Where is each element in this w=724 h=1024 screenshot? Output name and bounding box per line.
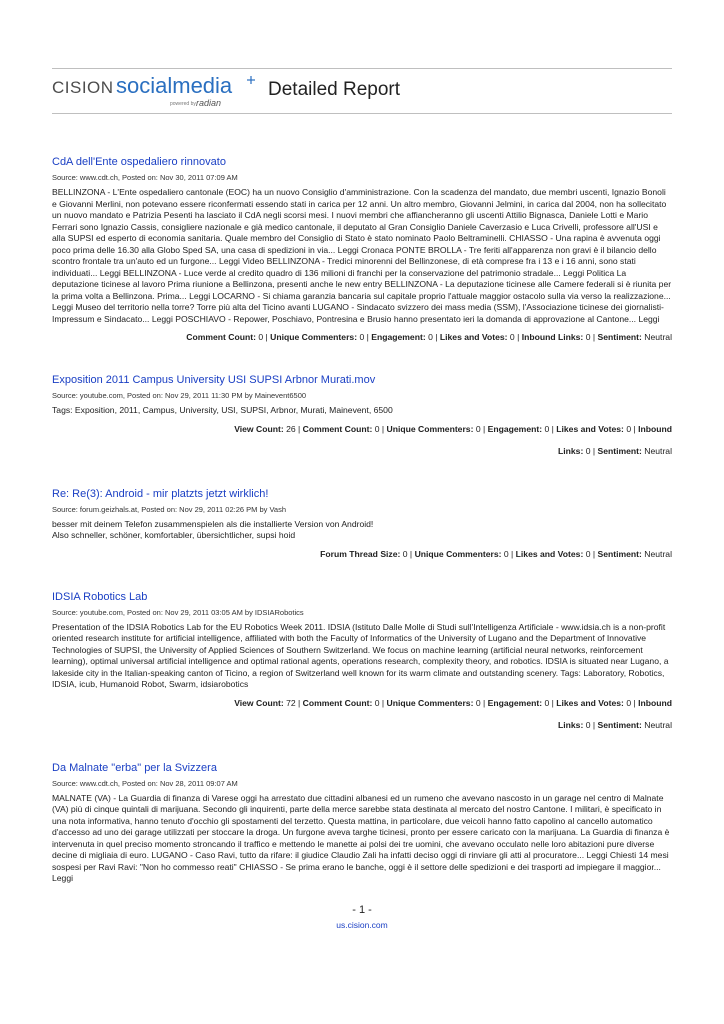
metric-label: Unique Commenters: — [386, 697, 474, 708]
metric-label: Comment Count: — [186, 332, 256, 342]
metric-label: Unique Commenters: — [386, 423, 474, 434]
site-link[interactable]: us.cision.com — [336, 920, 388, 930]
article — [52, 373, 672, 461]
metric-value: 0 — [374, 697, 380, 708]
metric-value: 0 — [428, 332, 433, 342]
article-body — [52, 519, 672, 542]
article-metrics: View Count: 72 | Comment Count: 0 | Unique Commenters: 0 | Engagement: 0 | Likes and Votes: 0 | Inbound — [234, 697, 672, 708]
metric-label: View Count: — [234, 423, 284, 434]
metric-value: Neutral — [644, 719, 672, 730]
metric-label: View Count: — [234, 697, 284, 708]
metric-label: Likes and Votes: — [556, 697, 624, 708]
logo-powered-text: powered by — [170, 101, 196, 107]
metric-label: Forum Thread Size: — [320, 548, 401, 559]
article-metrics: Links: 0 | Sentiment: Neutral — [558, 445, 672, 456]
article-body-line: Also schneller, schöner, komfortabler, übersichtlicher, supsi hoid — [52, 530, 296, 540]
metric-value: 0 — [544, 423, 550, 434]
metric-value: 0 — [258, 332, 264, 342]
metric-label: Likes and Votes: — [439, 332, 508, 342]
metric-value: 0 — [544, 697, 550, 708]
metric-value: 0 — [509, 332, 515, 342]
metric-value: Neutral — [644, 332, 672, 342]
metric-label: Unique Commenters: — [270, 332, 358, 342]
article-body-line: besser mit deinem Telefon zusammenspielen als die installierte Version von Android! — [52, 518, 374, 529]
article — [52, 155, 672, 347]
article-source: Source: youtube.com, Posted on: Nov 29, 2011 03:05 AM by IDSIARobotics — [52, 607, 304, 617]
metric-value: 0 — [626, 697, 632, 708]
metric-label: Unique Commenters: — [414, 548, 502, 559]
article-title-link[interactable]: Exposition 2011 Campus University USI SUPSI Arbnor Murati.mov — [52, 374, 376, 386]
article-list — [52, 155, 672, 911]
article-body: MALNATE (VA) - La Guardia di finanza di Varese oggi ha arrestato due cittadini albanesi ed un rumeno che avevano nascosto in un garage nel centro di Malnate (VA) più di cinque quintali di marijuana. Secondo gli inquirenti, parte della merce sarebbe stata destinata al mercato del nostro Cantone. I militari, è specificato in una nota informativa, hanno tenuto d'occhio gli spostamenti del terzetto. Questa mattina, in particolare, due veicoli hanno fatto capolino al cancello automatico d'accesso ad uno dei garage utilizzati per stoccare la droga. Un furgone aveva targhe ticinesi, pronto per essere caricato con la marijuana. La Guardia di finanza è intervenuta in quel preciso momento stroncando il traffico e mettendo le manette ai polsi dei tre uomini, che avevano occulato nelle loro abitazioni pure diverse decine di migliaia di euro. LUGANO - Caso Ravi, tutto da rifare: il giudice Claudio Zali ha infatti deciso oggi di rinviare gli atti al procuratore... Leggi Chiesti 14 mesi sospesi per Ravi Ravi: "Non ho commesso reati" CHIASSO - Se prima erano le banche, oggi è il settore delle spedizioni e dei trasporti ad impiegare il maggior... Leggi — [52, 792, 670, 883]
metric-label: Engagement: — [487, 697, 543, 708]
cision-socialmedia-logo — [52, 73, 257, 109]
metric-label: Engagement: — [487, 423, 543, 434]
logo-sparkle-icon — [247, 76, 255, 84]
article-metrics: Forum Thread Size: 0 | Unique Commenters: 0 | Likes and Votes: 0 | Sentiment: Neutral — [320, 548, 672, 559]
metric-value: 0 — [585, 548, 591, 559]
report-header — [52, 68, 672, 114]
report-title: Detailed Report — [268, 79, 401, 100]
article-body: BELLINZONA - L'Ente ospedaliero cantonale (EOC) ha un nuovo Consiglio d'amministrazione. Con la scadenza del mandato, due membri uscenti, Ignazio Bonoli e Giovanni Merlini, non potevano essere riconfermati essendo stati in carica per 12 anni. Un altro membro, Giovanni Jelmini, in carica dal 2004, non ha sollecitato un nuovo mandato e Patrizia Pesenti ha lasciato il CdA negli scorsi mesi. I nuovi membri che affiancheranno gli uscenti Attilio Bignasca, Daniele Lotti e Mario Ferrari sono Ignazio Cassis, consigliere nazionale e già medico cantonale, il deputato al Gran Consiglio Daniele Caverzasio e Luca Crivelli, professore all'USI e alla SUPSI ed esperto di economia sanitaria. Quale membro del Consiglio di Stato è stato nominato Paolo Beltraminelli. CHIASSO - Una rapina è avvenuta oggi poco prima delle 16.30 alla Globo Sped SA, una casa di spedizioni in via... Leggi Cronaca PONTE BROLLA - Tre feriti all'apparenza non gravi è il bilancio dello scontro frontale tra un'auto ed un furgone... Leggi Video BELLINZONA - Tredici minorenni del Bellinzonese, di età comprese fra i 13 e i 16 anni, sono stati individuati... Leggi BELLINZONA - Luce verde al credito quadro di 136 milioni di franchi per la conservazione del patrimonio stradale... Leggi Politica La deputazione ticinese al lavoro Prima riunione a Bellinzona, presenti anche le new entry BELLINZONA - La deputazione ticinese alle Camere federali si è riunita per la prima volta a Bellinzona. Prima... Leggi LOCARNO - Si chiama garanzia bancaria sul capitale proprio l'attuale maggior ostacolo sulla via verso la realizzazione... Leggi Museo del territorio nella torre? Torre più alta del Ticino avanti LUGANO - Sindacato svizzero dei mass media (SSM), l'Associazione ticinese dei giornalisti-Impressum e Sindacato... Leggi POSCHIAVO - Repower, Poschiavo, Pontresina e Brusio hanno presentato ieri la domanda di approvazione al Cantone... Leggi — [52, 187, 672, 324]
metric-value: 0 — [503, 548, 509, 559]
article-metrics: Comment Count: 0 | Unique Commenters: 0 | Engagement: 0 | Likes and Votes: 0 | Inbound Links: 0 | Sentiment: Neutral — [186, 332, 672, 342]
article-metrics: View Count: 26 | Comment Count: 0 | Unique Commenters: 0 | Engagement: 0 | Likes and Votes: 0 | Inbound — [234, 423, 672, 434]
metric-value: 0 — [359, 332, 365, 342]
metric-label: Sentiment: — [597, 719, 642, 730]
metric-value: 26 — [286, 423, 296, 434]
page-footer — [0, 904, 724, 930]
metric-label: Links: — [558, 719, 584, 730]
article-title-link[interactable]: Re: Re(3): Android - mir platzts jetzt wirklich! — [52, 487, 269, 500]
article — [52, 590, 672, 735]
metric-value: 0 — [626, 423, 632, 434]
article-source: Source: forum.geizhals.at, Posted on: Nov 29, 2011 02:26 PM by Vash — [52, 504, 287, 514]
metric-label: Comment Count: — [302, 423, 373, 434]
metric-label: Links: — [558, 445, 584, 456]
metric-label: Sentiment: — [597, 548, 642, 559]
metric-value: 0 — [475, 697, 481, 708]
metric-label: Engagement: — [371, 332, 426, 342]
article — [52, 761, 672, 885]
page-number: - 1 - — [352, 904, 372, 916]
metric-value: 0 — [585, 445, 591, 456]
metric-value: 0 — [585, 332, 591, 342]
article-body: Presentation of the IDSIA Robotics Lab for the EU Robotics Week 2011. IDSIA (Istituto Dalle Molle di Studi sull'Intelligenza Artificiale - www.idsia.ch is a non-profit oriented research institute for artificial intelligence, affiliated with both the Faculty of Informatics of the University of Lugano and the Department of Innovative Technologies of SUPSI, the University of Applied Sciences of Southern Switzerland. We focus on machine learning (artificial neural networks, reinforcement learning), optimal universal artificial intelligence and optimal rational agents, operations research, complexity theory, and robotics. IDSIA is situated near Lugano, a lakeside city in the Italian-speaking canton of Ticino, a region of Switzerland well known for its warm climate and outstanding scenery. Tags: Laboratory, Robotics, IDSIA, icub, Humanoid Robot, Swarm, idsiarobotics — [52, 621, 669, 689]
metric-value: 0 — [402, 548, 408, 559]
logo-cision-text: CISION — [52, 78, 114, 97]
metric-value: 72 — [286, 697, 296, 708]
logo-socialmedia-text: socialmedia — [116, 73, 233, 98]
metric-label: Inbound — [638, 697, 672, 708]
article-source: Source: www.cdt.ch, Posted on: Nov 30, 2011 07:09 AM — [52, 173, 238, 182]
metric-value: 0 — [475, 423, 481, 434]
article-source: Source: www.cdt.ch, Posted on: Nov 28, 2011 09:07 AM — [52, 778, 238, 788]
metric-label: Sentiment: — [597, 445, 642, 456]
metric-label: Likes and Votes: — [515, 548, 584, 559]
article-source: Source: youtube.com, Posted on: Nov 29, 2011 11:30 PM by Mainevent6500 — [52, 391, 307, 400]
metric-value: Neutral — [644, 548, 672, 559]
article-body: Tags: Exposition, 2011, Campus, University, USI, SUPSI, Arbnor, Murati, Mainevent, 6500 — [52, 405, 393, 415]
article-title-link[interactable]: IDSIA Robotics Lab — [52, 590, 148, 603]
logo-radian-text: radian — [196, 98, 222, 108]
metric-value: 0 — [374, 423, 380, 434]
metric-label: Inbound Links: — [521, 332, 584, 342]
metric-label: Sentiment: — [597, 332, 642, 342]
article-title-link[interactable]: CdA dell'Ente ospedaliero rinnovato — [52, 156, 226, 168]
article-title-link[interactable]: Da Malnate "erba" per la Svizzera — [52, 761, 217, 774]
metric-label: Comment Count: — [302, 697, 373, 708]
metric-label: Likes and Votes: — [556, 423, 624, 434]
metric-value: 0 — [585, 719, 591, 730]
article-metrics: Links: 0 | Sentiment: Neutral — [558, 719, 672, 730]
article — [52, 487, 672, 564]
metric-label: Inbound — [638, 423, 672, 434]
metric-value: Neutral — [644, 445, 672, 456]
